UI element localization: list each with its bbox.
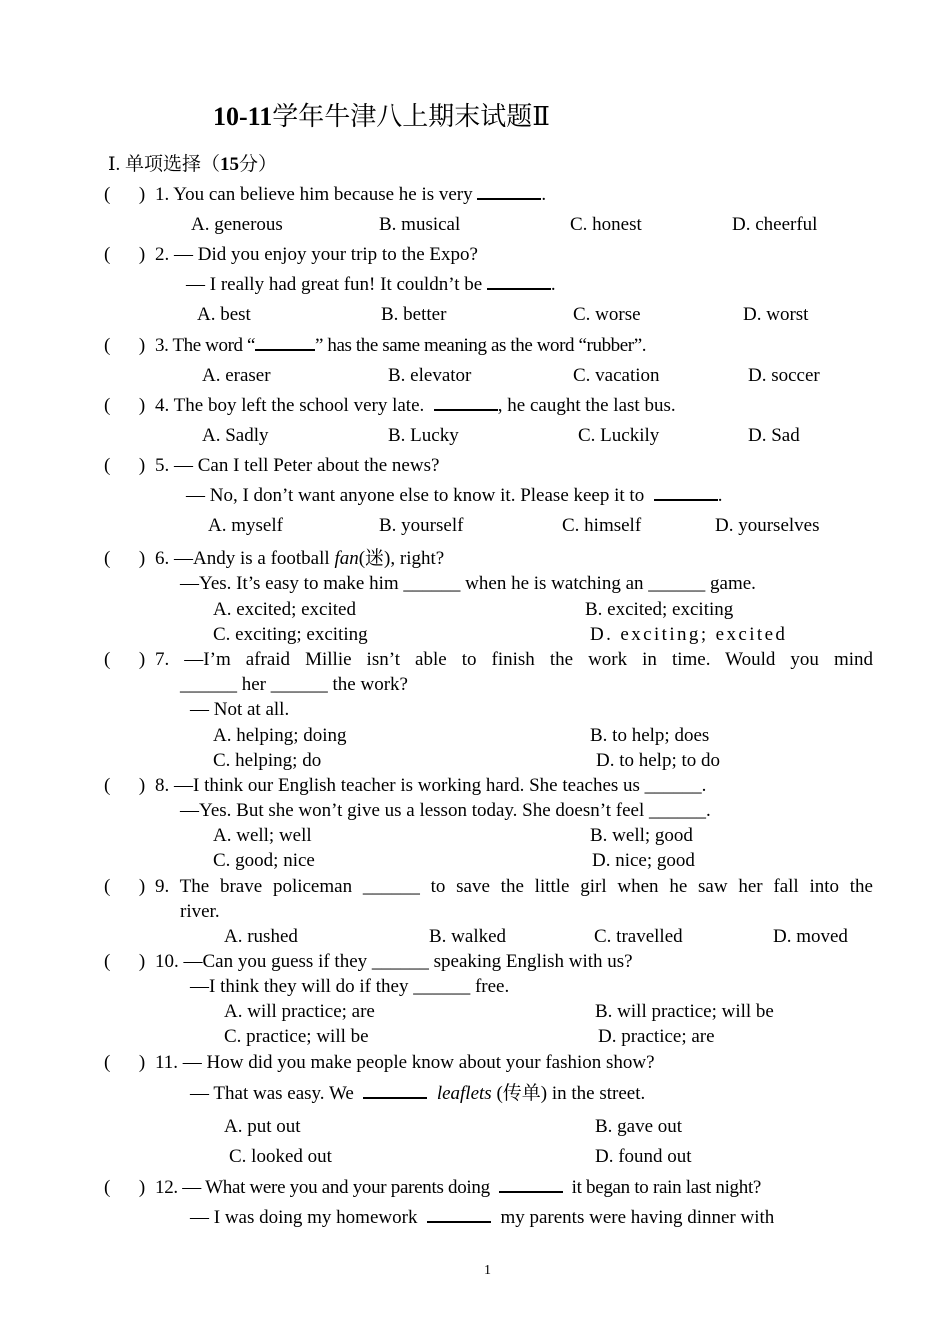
- q10-option-d: D. practice; are: [598, 1026, 715, 1047]
- q7-option-d: D. to help; to do: [596, 750, 721, 771]
- q4-option-d: D. Sad: [748, 425, 800, 446]
- q11-italic-word: leaflets: [436, 1083, 492, 1104]
- q1-end: .: [541, 184, 547, 205]
- page-title: [213, 96, 550, 133]
- q2-line2-text: — I really had great fun! It couldn’t be: [186, 274, 483, 295]
- q5-line2: [186, 485, 722, 507]
- q6-line2: —Yes. It’s easy to make him ______ when he is watching an ______ game.: [180, 573, 756, 594]
- q8-stem: 8. —I think our English teacher is working hard. She teaches us ______.: [155, 775, 707, 796]
- q2-end: .: [550, 274, 556, 295]
- q8-option-d: D. nice; good: [592, 850, 695, 871]
- answer-blank: [427, 1207, 491, 1223]
- q7-line2: ______ her ______ the work?: [180, 674, 408, 695]
- q6-stem: [155, 548, 444, 570]
- q8-option-c: C. good; nice: [213, 850, 315, 871]
- q12-line2: [190, 1207, 774, 1229]
- title-text: 学年牛津八上期末试题Ⅱ: [272, 102, 550, 131]
- q7-stem: 7. —I’m afraid Millie isn’t able to finish the work in time. Would you mind: [155, 649, 873, 670]
- q3-tail: ” has the same meaning as the word “rubber”.: [314, 335, 647, 356]
- q10-option-a: A. will practice; are: [224, 1001, 375, 1022]
- q9-option-b: B. walked: [429, 926, 507, 947]
- q12-paren: ( ): [104, 1177, 146, 1198]
- answer-blank: [255, 335, 315, 351]
- title-number: 10-11: [213, 102, 273, 131]
- answer-blank: [477, 184, 541, 200]
- q11-option-c: C. looked out: [229, 1146, 332, 1167]
- q9-paren: ( ): [104, 876, 146, 897]
- section-score: 15: [220, 154, 240, 175]
- q1-option-b: B. musical: [379, 214, 461, 235]
- section-tail: 分）: [239, 154, 278, 175]
- answer-blank: [499, 1177, 563, 1193]
- q8-line2: —Yes. But she won’t give us a lesson today. She doesn’t feel ______.: [180, 800, 711, 821]
- q5-option-a: A. myself: [208, 515, 283, 536]
- q2-option-a: A. best: [197, 304, 251, 325]
- q7-paren: ( ): [104, 649, 146, 670]
- q12-line2-text: — I was doing my homework: [190, 1207, 418, 1228]
- q4-stem: [155, 395, 676, 417]
- q1-stem: [155, 184, 546, 206]
- q7-option-b: B. to help; does: [590, 725, 710, 746]
- q2-stem: 2. — Did you enjoy your trip to the Expo?: [155, 244, 478, 265]
- q12-line2-tail: my parents were having dinner with: [500, 1207, 775, 1228]
- answer-blank: [363, 1083, 427, 1099]
- q6-stem-italic: fan: [334, 548, 359, 569]
- section-heading: [108, 149, 277, 176]
- q5-option-d: D. yourselves: [715, 515, 820, 536]
- q2-line2: [186, 274, 556, 296]
- q3-option-d: D. soccer: [748, 365, 820, 386]
- q4-option-c: C. Luckily: [578, 425, 660, 446]
- q4-stem-text: 4. The boy left the school very late.: [155, 395, 425, 416]
- q11-stem: 11. — How did you make people know about your fashion show?: [155, 1052, 655, 1073]
- q4-paren: ( ): [104, 395, 146, 416]
- q11-option-b: B. gave out: [595, 1116, 683, 1137]
- q2-option-b: B. better: [381, 304, 447, 325]
- q6-option-c: C. exciting; exciting: [213, 624, 368, 645]
- q11-line2: [190, 1083, 645, 1105]
- q9-stem: 9. The brave policeman ______ to save the little girl when he saw her fall into the: [155, 876, 873, 897]
- q6-option-d: D. exciting; excited: [590, 624, 788, 645]
- q7-option-a: A. helping; doing: [213, 725, 347, 746]
- q7-line3: — Not at all.: [190, 699, 290, 720]
- q5-paren: ( ): [104, 455, 146, 476]
- q2-option-d: D. worst: [743, 304, 809, 325]
- q12-stem: [155, 1177, 761, 1199]
- q2-paren: ( ): [104, 244, 146, 265]
- q1-paren: ( ): [104, 184, 146, 205]
- section-label: Ⅰ. 单项选择（: [108, 154, 221, 175]
- q3-option-c: C. vacation: [573, 365, 660, 386]
- q4-option-a: A. Sadly: [202, 425, 269, 446]
- answer-blank: [654, 485, 718, 501]
- q4-option-b: B. Lucky: [388, 425, 459, 446]
- q1-option-c: C. honest: [570, 214, 642, 235]
- q11-option-a: A. put out: [224, 1116, 301, 1137]
- q8-paren: ( ): [104, 775, 146, 796]
- q11-tail: (传单) in the street.: [496, 1083, 646, 1104]
- q5-option-b: B. yourself: [379, 515, 464, 536]
- q5-line2-text: — No, I don’t want anyone else to know it. Please keep it to: [186, 485, 645, 506]
- q1-stem-text: 1. You can believe him because he is very: [155, 184, 473, 205]
- q9-line2: river.: [180, 901, 220, 922]
- page-number: 1: [484, 1263, 491, 1278]
- q12-tail: it began to rain last night?: [571, 1177, 762, 1198]
- q1-option-d: D. cheerful: [732, 214, 818, 235]
- q6-stem-gloss: (迷), right?: [358, 548, 445, 569]
- q5-option-c: C. himself: [562, 515, 642, 536]
- q12-stem-text: 12. — What were you and your parents doing: [155, 1177, 490, 1198]
- q1-option-a: A. generous: [191, 214, 283, 235]
- q6-paren: ( ): [104, 548, 146, 569]
- q3-stem: [155, 335, 646, 357]
- q3-paren: ( ): [104, 335, 146, 356]
- q5-stem: 5. — Can I tell Peter about the news?: [155, 455, 440, 476]
- q8-option-b: B. well; good: [590, 825, 693, 846]
- q3-option-b: B. elevator: [388, 365, 472, 386]
- q7-option-c: C. helping; do: [213, 750, 322, 771]
- q9-option-c: C. travelled: [594, 926, 683, 947]
- q10-line2: —I think they will do if they ______ free.: [190, 976, 510, 997]
- q10-paren: ( ): [104, 951, 146, 972]
- answer-blank: [434, 395, 498, 411]
- q5-end: .: [717, 485, 723, 506]
- q6-option-a: A. excited; excited: [213, 599, 356, 620]
- q6-option-b: B. excited; exciting: [585, 599, 734, 620]
- q3-stem-text: 3. The word “: [155, 335, 255, 356]
- q11-line2-text: — That was easy. We: [190, 1083, 354, 1104]
- q9-option-d: D. moved: [773, 926, 848, 947]
- q10-option-b: B. will practice; will be: [595, 1001, 774, 1022]
- q9-option-a: A. rushed: [224, 926, 298, 947]
- q8-option-a: A. well; well: [213, 825, 312, 846]
- q6-stem-text: 6. —Andy is a football: [155, 548, 335, 569]
- q10-stem: 10. —Can you guess if they ______ speaking English with us?: [155, 951, 633, 972]
- q2-option-c: C. worse: [573, 304, 641, 325]
- q11-option-d: D. found out: [595, 1146, 692, 1167]
- q11-paren: ( ): [104, 1052, 146, 1073]
- q3-option-a: A. eraser: [202, 365, 271, 386]
- q4-tail: , he caught the last bus.: [497, 395, 676, 416]
- answer-blank: [487, 274, 551, 290]
- q10-option-c: C. practice; will be: [224, 1026, 369, 1047]
